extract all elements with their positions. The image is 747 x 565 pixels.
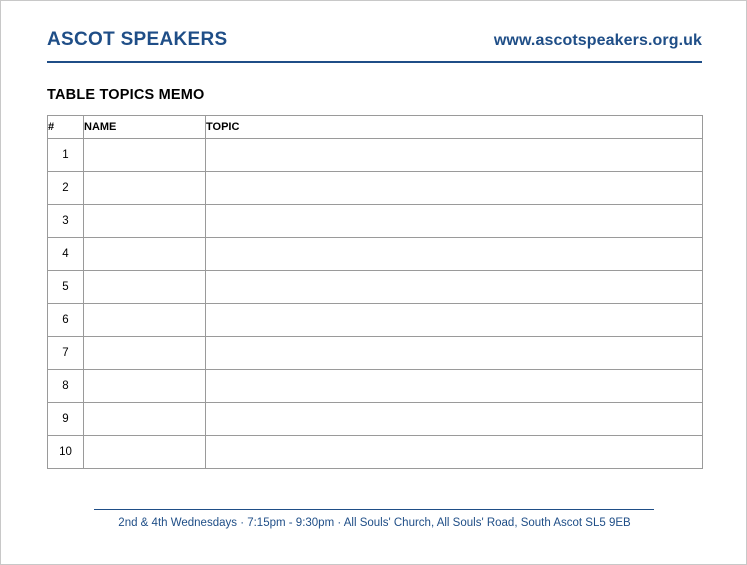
row-topic-cell[interactable] [206, 139, 703, 172]
row-topic-cell[interactable] [206, 205, 703, 238]
row-number: 7 [48, 337, 84, 370]
row-number: 3 [48, 205, 84, 238]
header-divider [47, 61, 702, 63]
row-name-cell[interactable] [84, 370, 206, 403]
row-topic-cell[interactable] [206, 370, 703, 403]
row-name-cell[interactable] [84, 436, 206, 469]
row-name-cell[interactable] [84, 403, 206, 436]
table-row [48, 304, 703, 337]
row-topic-cell[interactable] [206, 271, 703, 304]
table-row [48, 337, 703, 370]
table-row [48, 271, 703, 304]
row-number: 1 [48, 139, 84, 172]
website-url: www.ascotspeakers.org.uk [493, 32, 702, 49]
row-name-cell[interactable] [84, 271, 206, 304]
row-topic-cell[interactable] [206, 337, 703, 370]
organisation-name: ASCOT SPEAKERS [47, 29, 228, 50]
column-header-topic: TOPIC [206, 116, 703, 139]
page-title: TABLE TOPICS MEMO [47, 87, 205, 103]
row-name-cell[interactable] [84, 205, 206, 238]
table-row [48, 403, 703, 436]
row-topic-cell[interactable] [206, 172, 703, 205]
row-name-cell[interactable] [84, 337, 206, 370]
table-row [48, 172, 703, 205]
row-number: 2 [48, 172, 84, 205]
table-topics-table [47, 115, 703, 469]
table-row [48, 436, 703, 469]
row-topic-cell[interactable] [206, 238, 703, 271]
footer-meeting-details: 2nd & 4th Wednesdays · 7:15pm - 9:30pm · All Souls' Church, All Souls' Road, South Ascot SL5 9EB [118, 517, 631, 529]
row-name-cell[interactable] [84, 304, 206, 337]
row-name-cell[interactable] [84, 172, 206, 205]
table-row [48, 205, 703, 238]
page-header [47, 29, 702, 51]
row-number: 8 [48, 370, 84, 403]
row-topic-cell[interactable] [206, 403, 703, 436]
row-number: 4 [48, 238, 84, 271]
footer-divider [94, 509, 654, 510]
table-row [48, 370, 703, 403]
table-row [48, 238, 703, 271]
row-number: 5 [48, 271, 84, 304]
table-header-row [48, 116, 703, 139]
row-number: 6 [48, 304, 84, 337]
row-topic-cell[interactable] [206, 436, 703, 469]
table-row [48, 139, 703, 172]
row-number: 9 [48, 403, 84, 436]
column-header-name: NAME [84, 116, 206, 139]
row-number: 10 [48, 436, 84, 469]
row-topic-cell[interactable] [206, 304, 703, 337]
row-name-cell[interactable] [84, 238, 206, 271]
column-header-number: # [48, 116, 84, 139]
row-name-cell[interactable] [84, 139, 206, 172]
